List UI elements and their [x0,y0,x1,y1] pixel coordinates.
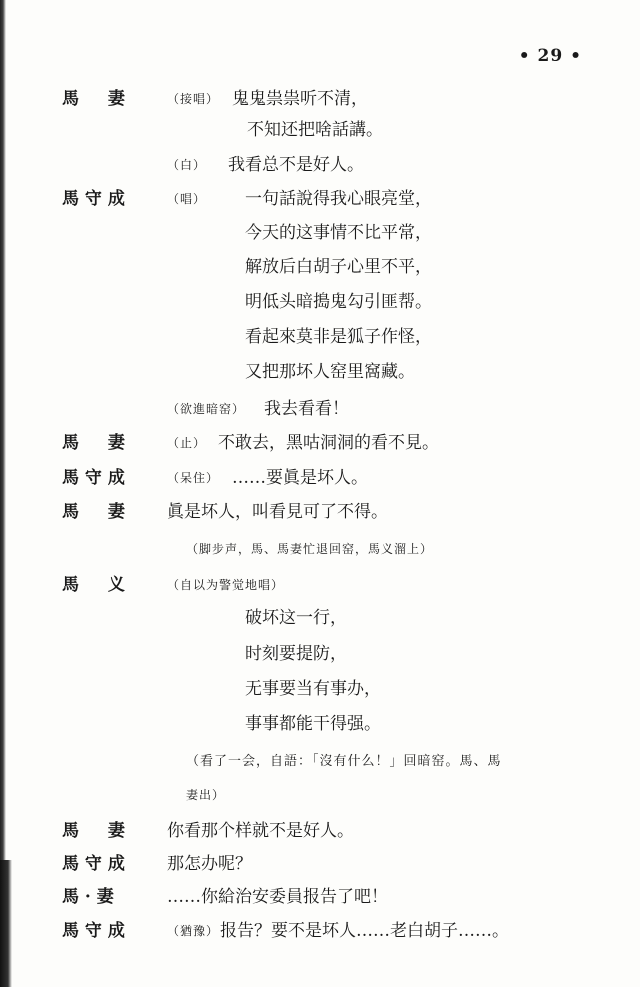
stage-direction: （自以为警觉地唱） [167,578,285,592]
dialogue-text: ……要眞是坏人。 [232,468,368,488]
stage-direction: （欲進暗窑） [167,402,246,416]
stage-direction: （脚步声，馬、馬妻忙退回窑，馬义溜上） [186,542,434,556]
speaker-name: 馬 守 成 [62,854,125,874]
dialogue-text: 不知还把啥話講。 [247,120,383,140]
speaker-name: 馬 妻 [62,502,125,522]
speaker-name: 馬 守 成 [62,921,125,941]
speaker-name: 馬 · 妻 [62,887,114,907]
speaker-name: 馬 守 成 [62,189,125,209]
speaker-name: 馬 妻 [62,433,125,453]
speaker-name: 馬 守 成 [62,468,125,488]
stage-direction: （接唱） [167,92,220,106]
speaker-name: 馬 妻 [62,89,125,109]
stage-direction: （唱） [167,192,207,206]
dialogue-text: 今天的这事情不比平常， [245,223,432,243]
stage-direction: （猶豫） [167,924,220,938]
page-number: • 29 • [518,46,582,66]
dialogue-text: 鬼鬼祟祟听不清， [232,89,368,109]
dialogue-text: 解放后白胡子心里不平， [245,257,432,277]
dialogue-text: 你看那个样就不是好人。 [167,821,354,841]
stage-direction: （白） [167,158,207,172]
stage-direction: （看了一会，自語：「沒有什么！」回暗窑。馬、馬 [186,754,502,769]
dialogue-text: 无事要当有事办， [245,679,381,699]
dialogue-text: 不敢去，黑咕洞洞的看不見。 [218,433,439,453]
page-binding-edge [0,0,6,987]
dialogue-text: 又把那坏人窑里窩藏。 [245,362,415,382]
stage-direction: （呆住） [167,471,220,485]
dialogue-text: 事事都能干得强。 [245,714,381,734]
dialogue-text: 眞是坏人，叫看見可了不得。 [167,502,388,522]
dialogue-text: 那怎办呢？ [167,854,252,874]
speaker-name: 馬 义 [62,575,125,595]
page-binding-shadow [0,860,12,987]
dialogue-text: 破坏这一行， [245,608,347,628]
dialogue-text: 一句話說得我心眼亮堂， [245,189,432,209]
dialogue-text: 看起來莫非是狐子作怪， [245,327,432,347]
dialogue-text: 我看总不是好人。 [228,155,364,175]
speaker-name: 馬 妻 [62,821,125,841]
stage-direction: （止） [167,436,207,450]
dialogue-text: ……你給治安委員报告了吧！ [167,887,388,907]
dialogue-text: 报告？要不是坏人……老白胡子……。 [220,921,509,941]
stage-direction: 妻出） [186,788,226,802]
dialogue-text: 明低头暗搗鬼勾引匪帮。 [245,292,432,312]
dialogue-text: 我去看看！ [264,399,349,419]
dialogue-text: 时刻要提防， [245,644,347,664]
